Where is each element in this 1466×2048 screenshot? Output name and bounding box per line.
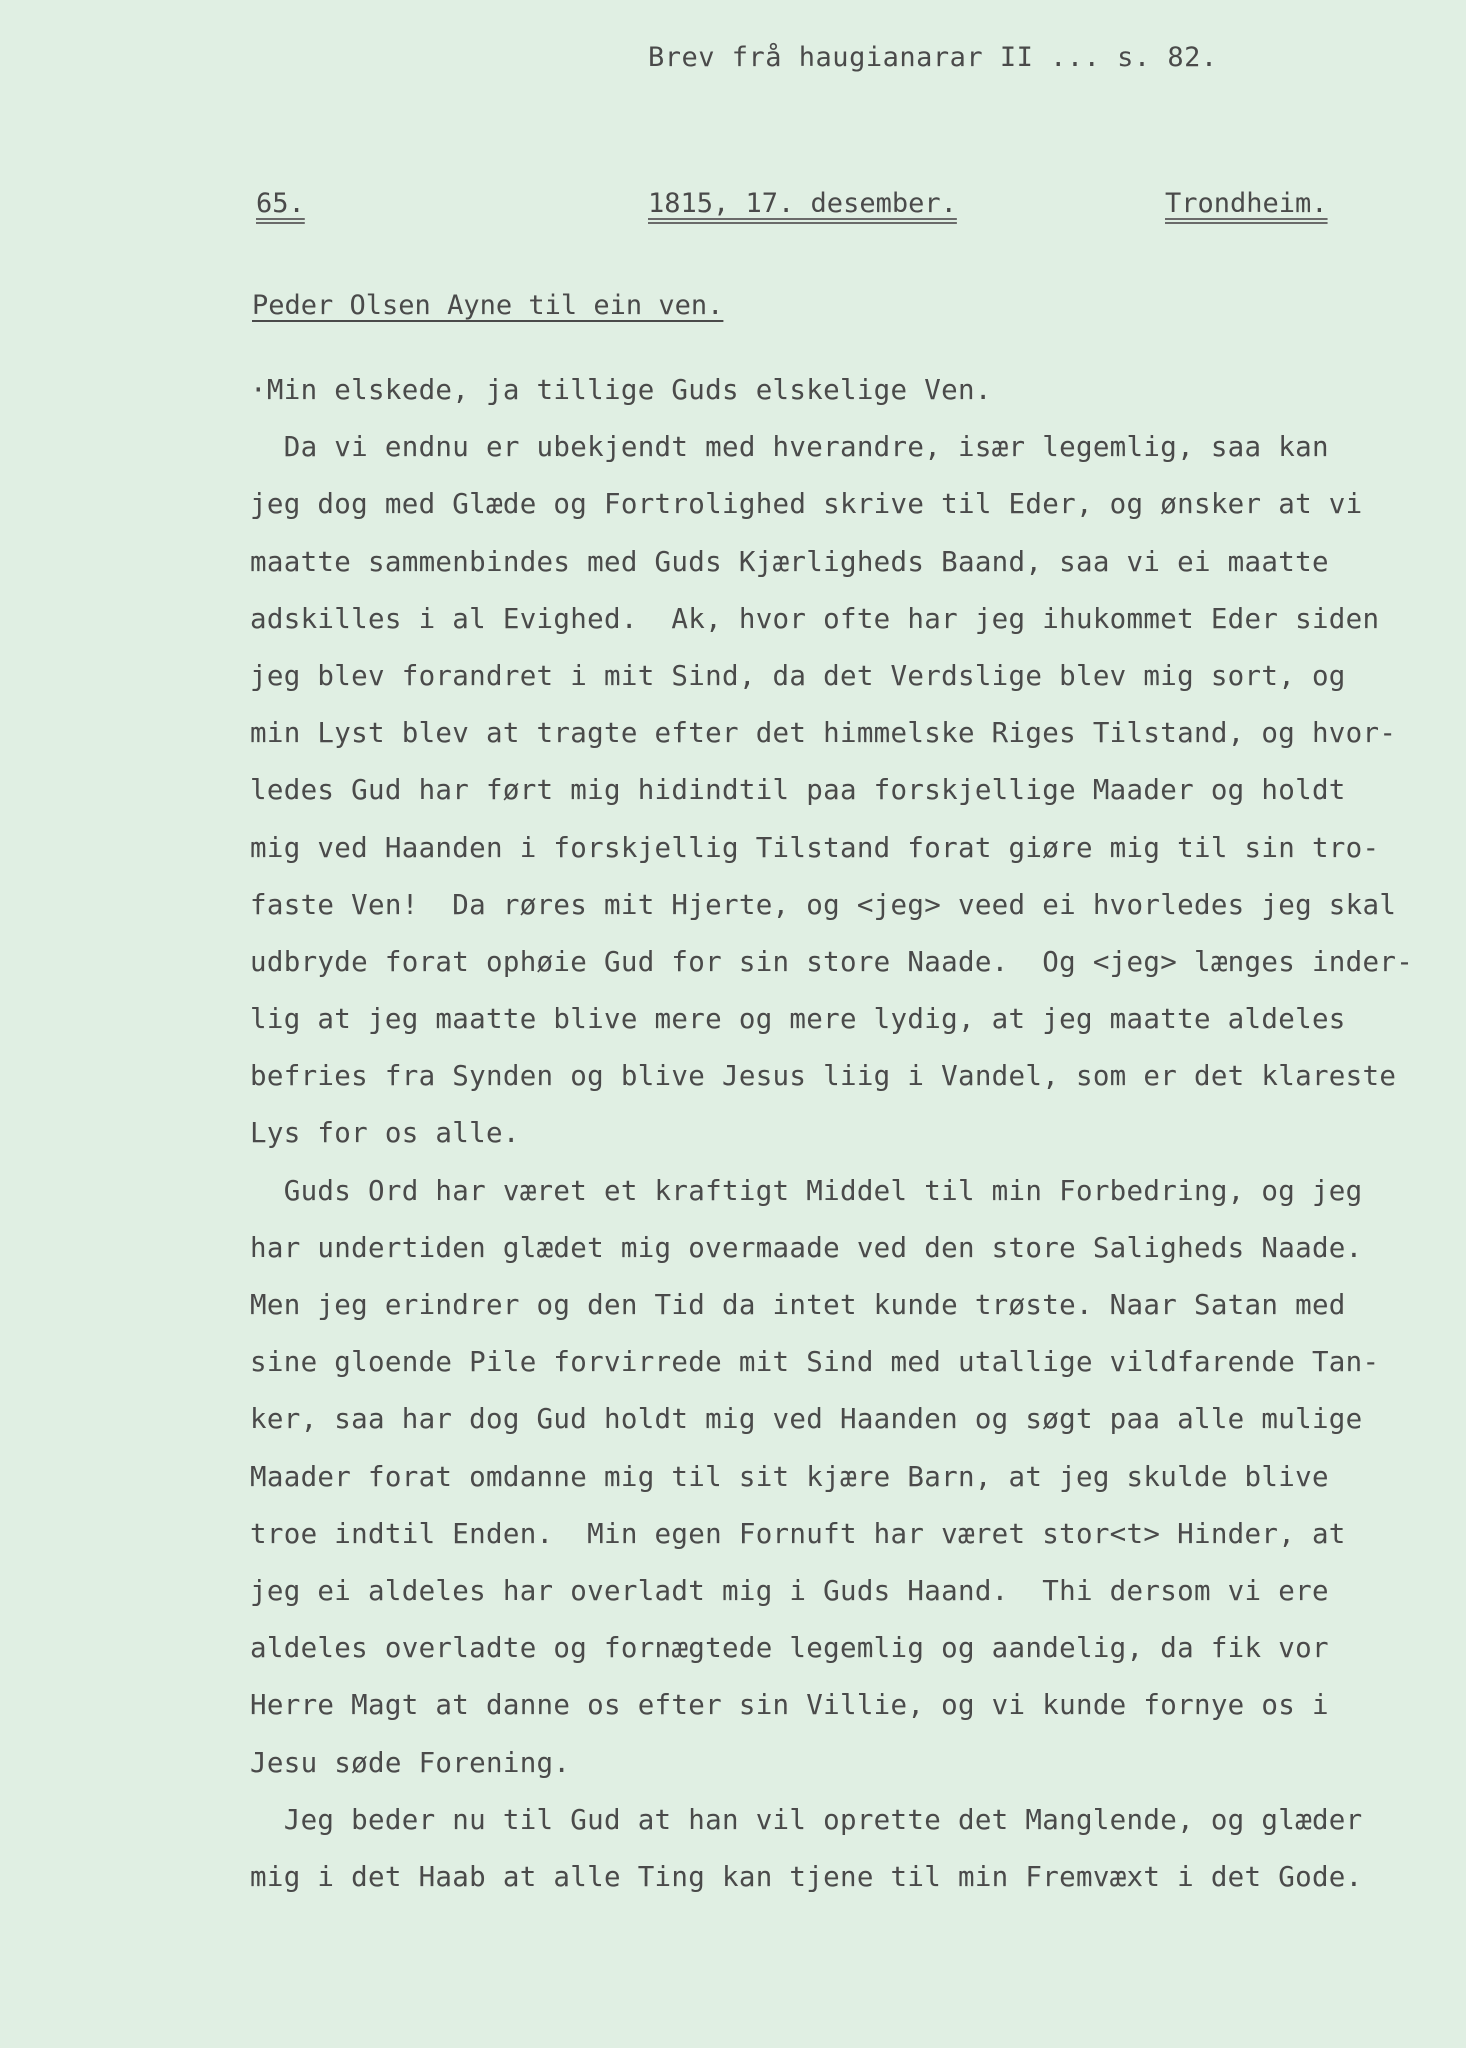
text-line: aldeles overladte og fornægtede legemlig og aandelig, da fik vor bbox=[250, 1632, 1329, 1665]
text-line: maatte sammenbindes med Guds Kjærligheds Baand, saa vi ei maatte bbox=[250, 545, 1329, 578]
text-line: jeg ei aldeles har overladt mig i Guds Haand. Thi dersom vi ere bbox=[250, 1574, 1329, 1607]
text-line: Lys for os alle. bbox=[250, 1117, 520, 1150]
text-line: befries fra Synden og blive Jesus liig i Vandel, som er det klareste bbox=[250, 1060, 1397, 1093]
text-line: Jesu søde Forening. bbox=[250, 1746, 571, 1779]
text-line: min Lyst blev at tragte efter det himmelske Riges Tilstand, og hvor- bbox=[250, 717, 1397, 750]
text-line: Maader forat omdanne mig til sit kjære Barn, at jeg skulde blive bbox=[250, 1460, 1329, 1493]
text-line: mig ved Haanden i forskjellig Tilstand forat giøre mig til sin tro- bbox=[250, 831, 1380, 864]
text-line: jeg blev forandret i mit Sind, da det Verdslige blev mig sort, og bbox=[250, 659, 1346, 692]
text-line: faste Ven! Da røres mit Hjerte, og <jeg> veed ei hvorledes jeg skal bbox=[250, 888, 1397, 921]
letter-number: 65. bbox=[256, 188, 305, 219]
letter-heading bbox=[0, 188, 1466, 228]
text-line: ledes Gud har ført mig hidindtil paa forskjellige Maader og holdt bbox=[250, 774, 1346, 807]
text-line: har undertiden glædet mig overmaade ved den store Saligheds Naade. bbox=[250, 1231, 1363, 1264]
running-head: Brev frå haugianarar II ... s. 82. bbox=[648, 42, 1218, 73]
text-line: Herre Magt at danne os efter sin Villie, og vi kunde fornye os i bbox=[250, 1689, 1329, 1722]
text-line: Jeg beder nu til Gud at han vil oprette det Manglende, og glæder bbox=[250, 1803, 1363, 1836]
letter-place: Trondheim. bbox=[1165, 188, 1328, 219]
text-line: jeg dog med Glæde og Fortrolighed skrive til Eder, og ønsker at vi bbox=[250, 488, 1363, 521]
text-line: troe indtil Enden. Min egen Fornuft har været stor<t> Hinder, at bbox=[250, 1517, 1346, 1550]
text-line: Men jeg erindrer og den Tid da intet kunde trøste. Naar Satan med bbox=[250, 1289, 1346, 1321]
letter-title: Peder Olsen Ayne til ein ven. bbox=[252, 290, 724, 321]
text-line: Guds Ord har været et kraftigt Middel til min Forbedring, og jeg bbox=[250, 1174, 1363, 1207]
letter-date: 1815, 17. desember. bbox=[648, 188, 957, 219]
text-line: sine gloende Pile forvirrede mit Sind med utallige vildfarende Tan- bbox=[250, 1346, 1380, 1379]
text-line: ker, saa har dog Gud holdt mig ved Haanden og søgt paa alle mulige bbox=[250, 1403, 1363, 1436]
text-line: ·Min elskede, ja tillige Guds elskelige Ven. bbox=[250, 374, 992, 406]
letter-body bbox=[250, 362, 1450, 1906]
text-line: Da vi endnu er ubekjendt med hverandre, især legemlig, saa kan bbox=[250, 431, 1329, 464]
text-line: mig i det Haab at alle Ting kan tjene til min Fremvæxt i det Gode. bbox=[250, 1860, 1363, 1893]
text-line: udbryde forat ophøie Gud for sin store Naade. Og <jeg> længes inder- bbox=[250, 945, 1414, 978]
text-line: lig at jeg maatte blive mere og mere lydig, at jeg maatte aldeles bbox=[250, 1003, 1346, 1036]
text-line: adskilles i al Evighed. Ak, hvor ofte har jeg ihukommet Eder siden bbox=[250, 602, 1380, 635]
